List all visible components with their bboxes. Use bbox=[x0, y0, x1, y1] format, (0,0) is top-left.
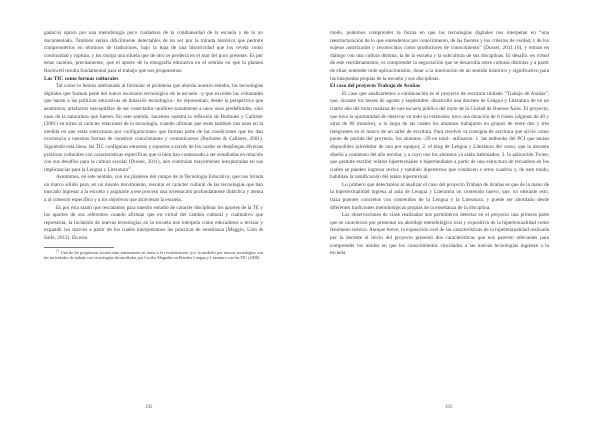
footnote bbox=[44, 250, 263, 261]
footnote-divider bbox=[44, 247, 114, 248]
right-text-column bbox=[330, 30, 549, 258]
body-paragraph: Es por esta razón que rescatamos para nuestro estudio de caracter disciplinar los aportes de la TE y los aportes de sus referentes cuando afirman que en virtud del cambio cultural y cualitativo que representa, la inclusión de nuevas tecnologías en la escuela nos interpela como educadores a revisar y expandir los marcos a partir de los cuales interpretamos las prácticas de enseñanza (Maggio, Lion & Sarlé, 2012). En esta bbox=[44, 204, 263, 242]
footnote-marker: 21 bbox=[127, 164, 132, 169]
body-paragraph: modo, podemos comprender la forma en que las tecnologías digitales nos interpelan en “una reestructuración de lo que entendemos por conocimiento, de las fuentes y los criterios de verdad, y de los sujetos autorizados y reconocidos como productores de conocimiento” (Dussel, 2011:16), y entran en diálogo con una cultura distinta, la de la escuela y la subcultura de sus disciplinas. El desafío, en virtud de este reordenamiento, es comprender la negociación que se desarrolla entre culturas distintas y a partir de ellas; entender todo aplicacionismo, dotar a la innovación de un sentido histórico y significativo para las búsquedas propias de la escuela y sus disciplinas. bbox=[330, 30, 549, 82]
body-paragraph: gador/a) opta/n por una metodología poco cuidadosa de la cotidianeidad de la escuela y de lo no documentado. También serían difícilmente detectables de no ser por la mirada histórica que permite comprenderlos en términos de tradiciones, bajo la lupa de una historicidad que los revela como continuidad y ruptura, y los otorga una silueta que de otro se perdería en el mar del puro presente. Es por estas razones, precisamente, que el aporte de la etnografía educativa en el sentido en que la plantea Rockwell resulta fundamental para el trabajo que nos proponemos. bbox=[44, 30, 263, 74]
section-heading: Las TIC como formas culturales bbox=[44, 75, 119, 82]
footnote-text: Una de las propuestas locales más interesantes en torno a la revalorización (y/o la medida) por nuevas tecnologías son las actividades de trabajo con tecnologías desarrolladas por Cecilia Magadán en Enseñar Lengua y Literatura con las TIC (2008). bbox=[44, 249, 264, 261]
body-paragraph: El caso que analizaremos a continuación es el proyecto de escritura titulado “Trabajo de Arañas”, que, durante los meses de agosto y septiembre, desarrolló una docente de Lengua y Literatura de en un cuarto año del turno mañana de una escuela pública del norte de la Ciudad de Buenos Aires. El proyecto, que tuvo la oportunidad de observar en todo su extensión, tuvo una duración de 6 clases (algunas de 40 y otras de 80 minutos), a lo largo de las cuales los alumnos trabajaron en grupos de entre dos y tres integrantes en el marco de un taller de escritura. Para resolver la consigna de escritura que sirvió como punto de partida del proyecto, los alumnos –29 en total– utilizaron: 1. las netbooks del PCI que tenían disponibles (alrededor de una por equipo); 2. el blog de Lengua y Literatura del curso, que la docente diseñó a comienzo del año escolar, y a cuyo uso los alumnos ya están habituados; 3. la aplicación Twine, que permite escribir relatos hipertextuales e hipermediales a partir de una estructura de recuadros en los cuales se pueden ingresar textos y también hipertextos que conducen a otros cuadros y, de este modo, habilitan la ramificación del relato hipertextual. bbox=[330, 90, 549, 181]
body-paragraph: Tal como lo hemos adelantado al formular el problema que aborda nuestro estudio, las tecnologías digitales que forman parte del nuevo escenario tecnológico de la escuela –y que exceden las voluntades que hacen a las políticas educativas de dotación tecnológica– no representan, desde la perspectiva que asumimos, artefactos susceptibles de ser conectados unidireccionalmente a unos usos predefinidos, sino unas de la naturaleza que fueren. En este sentido, hacemos nuestra la reflexión de Burbules y Callister (2001) en torno al carácter relacional de la tecnología, cuando afirman que estas también nos usan en la medida en que estas estructuran por configuraciones que forman parte de las condiciones que les dan ocurrencia a nuestras formas de construir conocimiento y comunicarnos (Burbules & Callister, 2001). Siguiendo esta línea, las TIC configuran entornos y soportes a través de los cuales se despliegan diversas prácticas culturales con características específicas que si bien han comenzado a ser estudiadas en relación con sus desafíos para la cultura escolar (Dussel, 2011), aún continúan mayormente inexploradas en sus implicancias para la Lengua y Literatura$^{21}$. bbox=[44, 83, 263, 173]
page-number: 192 bbox=[145, 405, 153, 410]
body-paragraph: Las observaciones de clase realizadas nos permitieron detectar en el proyecto una primera parte que se caracterizó por presentar un abordaje metodológico oral y expositivo de la hipertextualidad como fenómeno teórico. Aunque breve, la exposición oral de las características de la hipertextualidad realizada por la docente al inicio del proyecto presentó dos características que nos parecen relevantes para comprender los modos en que los conocimientos vinculados a las nuevas tecnologías ingresan a la escuela bbox=[330, 212, 549, 257]
paragraph-text: Tal como lo hemos adelantado al formular el problema que aborda nuestro estudio, las tecnologías digitales que forman parte del nuevo escenario tecnológico de la escuela –y que exceden las voluntades que hacen a las políticas educativas de dotación tecnológica– no representan, desde la perspectiva que asumimos, artefactos susceptibles de ser conectados unidireccionalmente a unos usos predefinidos, sino unas de la naturaleza que fueren. En este sentido, hacemos nuestra la reflexión de Burbules y Callister (2001) en torno al carácter relacional de la tecnología, cuando afirman que estas también nos usan en la medida en que estas estructuran por configuraciones que forman parte de las condiciones que les dan ocurrencia a nuestras formas de construir conocimiento y comunicarnos (Burbules & Callister, 2001). Siguiendo esta línea, las TIC configuran entornos y soportes a través de los cuales se despliegan diversas prácticas culturales con características específicas que si bien han comenzado a ser estudiadas en relación con sus desafíos para la cultura escolar (Dussel, 2011), aún continúan mayormente inexploradas en sus implicancias para la Lengua y Literatura bbox=[44, 83, 263, 173]
footnote-number: 21 bbox=[56, 248, 60, 253]
body-paragraph: Asumimos, en este sentido, con los planteos del campo de la Tecnología Educativa, que nos brinda un marco sólido para, en un mismo movimiento, rescatar el carácter cultural de las tecnologías que han buscado ingresar a la escuela y asignarle a ese proceso una orientación profundamente didáctica y atenta a al contexto específico y a los objetivos que atraviesan la escuela. bbox=[44, 174, 263, 204]
right-page bbox=[300, 0, 600, 424]
page-number: 193 bbox=[445, 405, 453, 410]
body-paragraph: Lo primero que detectamos al analizar el caso del proyecto Trabajo de Arañas es que de la mano de la hipertextualidad ingresa al aula de Lengua y Literatura un contenido nuevo, que, no obstante esto, traza puentes concretos con contenidos de la Lengua y la Literatura, y puede ser abordado desde diferentes tradiciones metodológicas propias de la enseñanza de la disciplina. bbox=[330, 181, 549, 211]
left-text-column bbox=[44, 30, 263, 261]
section-heading: El caso del proyecto Trabajo de Arañas bbox=[330, 83, 421, 90]
